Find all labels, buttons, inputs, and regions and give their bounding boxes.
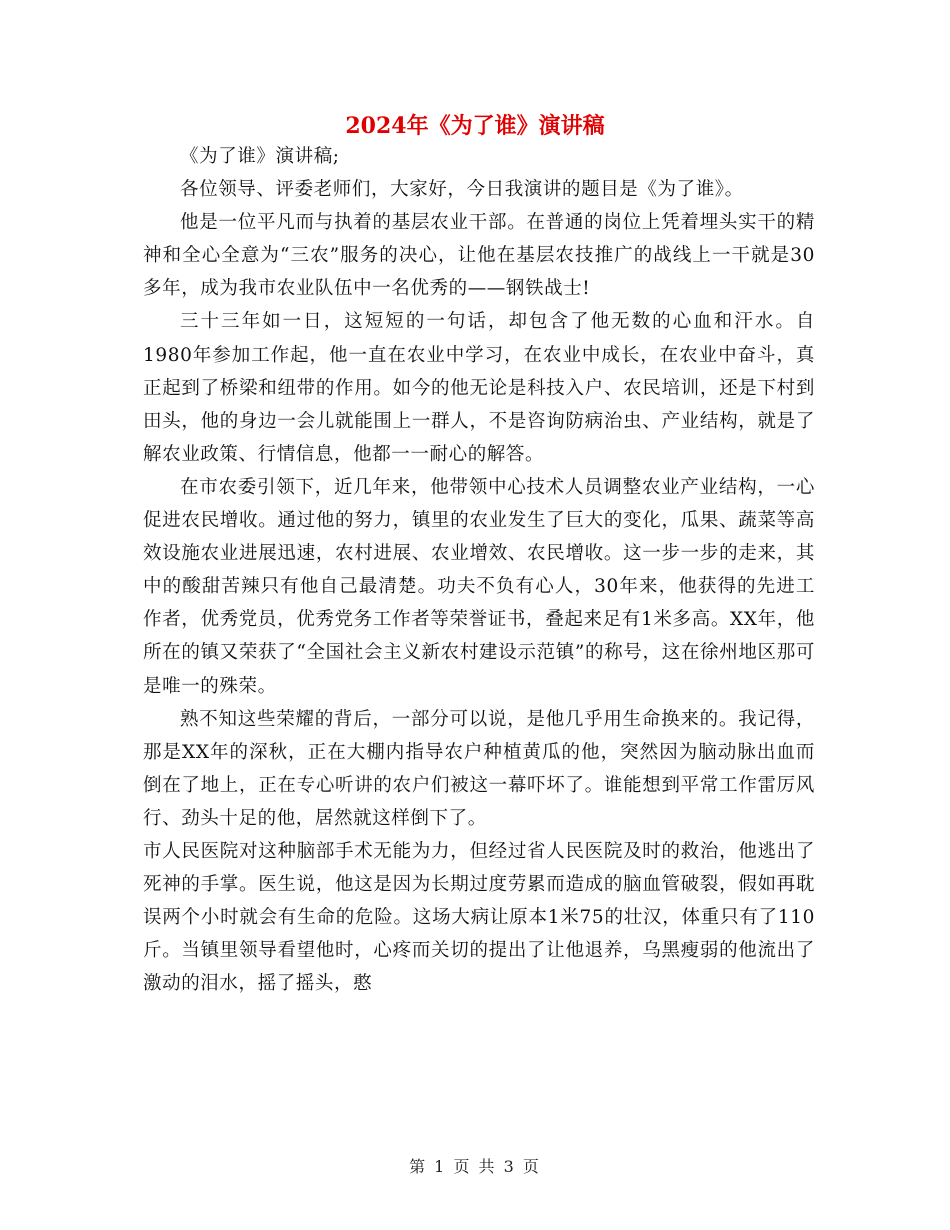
paragraph-intro: 《为了谁》演讲稿; <box>180 146 340 167</box>
paragraph-illness: 熟不知这些荣耀的背后，一部分可以说，是他几乎用生命换来的。我记得，那是XX年的深秋，正在大棚内指导农户种植黄瓜的他，突然因为脑动脉出血而倒在了地上，正在专心听讲的农户们被这一幕吓坏了。谁能想到平常工作雷厉风行、劲头十足的他，居然就这样倒下了。 <box>143 708 815 829</box>
paragraph-introduction: 他是一位平凡而与执着的基层农业干部。在普通的岗位上凭着埋头实干的精神和全心全意为“三农”服务的决心，让他在基层农技推广的战线上一干就是30多年，成为我市农业队伍中一名优秀的——钢铁战士! <box>143 212 815 300</box>
paragraph-achievements: 在市农委引领下，近几年来，他带领中心技术人员调整农业产业结构，一心促进农民增收。通过他的努力，镇里的农业发生了巨大的变化，瓜果、蔬菜等高效设施农业进展迅速，农村进展、农业增效、农民增收。这一步一步的走来，其中的酸甜苦辣只有他自己最清楚。功夫不负有心人，30年来，他获得的先进工作者，优秀党员，优秀党务工作者等荣誉证书，叠起来足有1米多高。XX年，他所在的镇又荣获了“全国社会主义新农村建设示范镇”的称号，这在徐州地区那可是唯一的殊荣。 <box>143 476 815 697</box>
paragraph-greeting: 各位领导、评委老师们，大家好，今日我演讲的题目是《为了谁》。 <box>180 179 744 201</box>
paragraph-recovery: 市人民医院对这种脑部手术无能为力，但经过省人民医院及时的救治，他逃出了死神的手掌。医生说，他这是因为长期过度劳累而造成的脑血管破裂，假如再耽误两个小时就会有生命的危险。这场大病让原本1米75的壮汉，体重只有了110斤。当镇里领导看望他时，心疼而关切的提出了让他退养，乌黑瘦弱的他流出了激动的泪水，摇了摇头，憨 <box>143 840 815 995</box>
page-footer: 第 1 页 共 3 页 <box>409 1157 541 1176</box>
paragraph-career: 三十三年如一日，这短短的一句话，却包含了他无数的心血和汗水。自1980年参加工作起，他一直在农业中学习，在农业中成长，在农业中奋斗，真正起到了桥梁和纽带的作用。如今的他无论是科技入户、农民培训，还是下村到田头，他的身边一会儿就能围上一群人，不是咨询防病治虫、产业结构，就是了解农业政策、行情信息，他都一一耐心的解答。 <box>143 311 815 465</box>
document-title: 2024年《为了谁》演讲稿 <box>345 113 605 139</box>
document-body <box>143 140 815 1000</box>
